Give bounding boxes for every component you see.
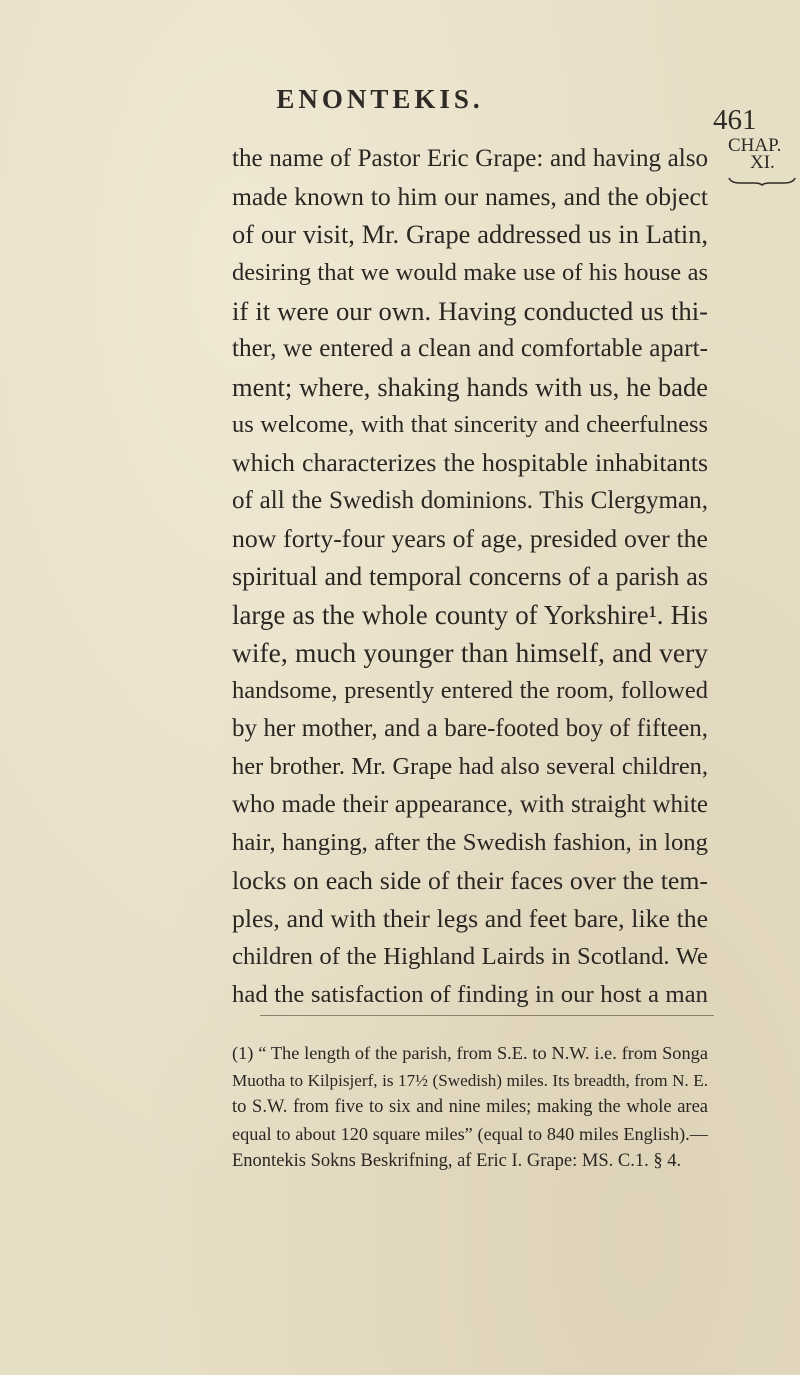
footnote-line: Muotha to Kilpisjerf, is 17½ (Swedish) miles. Its breadth, from N. E. — [232, 1071, 708, 1090]
body-line: ther, we entered a clean and comfortable apart- — [232, 335, 708, 362]
body-line: hair, hanging, after the Swedish fashion, in long — [232, 829, 708, 856]
body-text — [232, 140, 708, 1014]
body-line: now forty-four years of age, presided over the — [232, 524, 708, 553]
chapter-brace-icon — [728, 176, 796, 186]
body-line: which characterizes the hospitable inhabitants — [232, 448, 708, 477]
body-line: who made their appearance, with straight white — [232, 791, 708, 818]
body-line: the name of Pastor Eric Grape: and having also — [232, 145, 708, 172]
body-line: her brother. Mr. Grape had also several children, — [232, 753, 708, 780]
body-line: of all the Swedish dominions. This Clergyman, — [232, 487, 708, 514]
body-line: had the satisfaction of finding in our host a man — [232, 981, 708, 1008]
chapter-label: CHAP. — [728, 135, 782, 156]
page-number: 461 — [713, 104, 757, 136]
body-line: wife, much younger than himself, and very — [232, 637, 708, 668]
body-line: locks on each side of their faces over the tem- — [232, 866, 708, 895]
body-line: desiring that we would make use of his house as — [232, 259, 708, 286]
footnote-line: equal to about 120 square miles” (equal to 840 miles English).— — [232, 1124, 708, 1144]
body-line: by her mother, and a bare-footed boy of fifteen, — [232, 715, 708, 742]
body-line: handsome, presently entered the room, followed — [232, 677, 708, 704]
body-line: us welcome, with that sincerity and cheerfulness — [232, 411, 708, 438]
footnote-line: (1) “ The length of the parish, from S.E. to N.W. i.e. from Songa — [232, 1043, 708, 1063]
footnote-divider — [260, 1015, 714, 1016]
body-line: if it were our own. Having conducted us thi- — [232, 296, 708, 326]
body-line: ment; where, shaking hands with us, he bade — [232, 372, 708, 402]
body-line: made known to him our names, and the object — [232, 182, 708, 211]
running-title: ENONTEKIS. — [276, 84, 484, 114]
body-line: large as the whole county of Yorkshire¹. His — [232, 600, 708, 630]
body-line: of our visit, Mr. Grape addressed us in Latin, — [232, 220, 708, 249]
footnote-line: Enontekis Sokns Beskrifning, af Eric I. Grape: MS. C.1. § 4. — [232, 1151, 682, 1171]
chapter-number: XI. — [750, 152, 775, 173]
footnote-line: to S.W. from five to six and nine miles; making the whole area — [232, 1097, 708, 1117]
body-line: children of the Highland Lairds in Scotland. We — [232, 943, 708, 970]
body-line: ples, and with their legs and feet bare, like the — [232, 904, 708, 933]
body-line: spiritual and temporal concerns of a parish as — [232, 562, 708, 591]
chapter-marker — [728, 137, 800, 171]
footnote — [232, 1040, 708, 1175]
